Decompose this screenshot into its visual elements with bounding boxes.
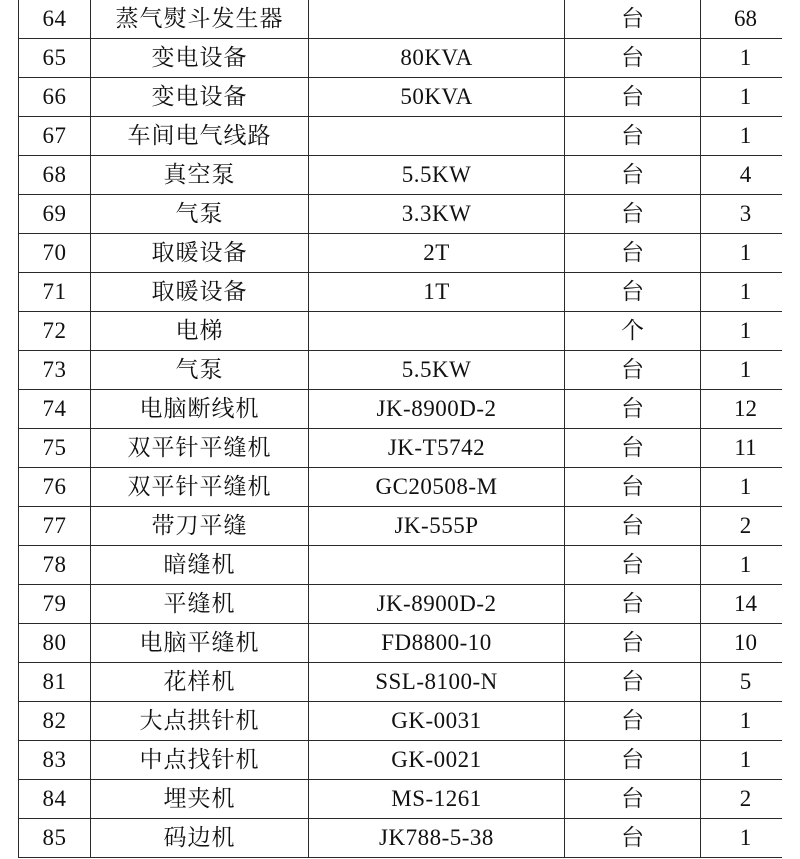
cell-model: 50KVA bbox=[309, 78, 565, 117]
cell-equipment-name: 双平针平缝机 bbox=[91, 429, 309, 468]
cell-unit: 台 bbox=[565, 351, 701, 390]
cell-quantity: 11 bbox=[701, 429, 791, 468]
table-row bbox=[19, 234, 791, 273]
equipment-inventory-table bbox=[18, 0, 791, 858]
cell-unit: 台 bbox=[565, 624, 701, 663]
cell-unit: 台 bbox=[565, 390, 701, 429]
cell-serial-number: 78 bbox=[19, 546, 91, 585]
cell-serial-number: 77 bbox=[19, 507, 91, 546]
cell-quantity: 1 bbox=[701, 546, 791, 585]
cell-unit: 台 bbox=[565, 78, 701, 117]
cell-unit: 台 bbox=[565, 819, 701, 858]
cell-equipment-name: 取暖设备 bbox=[91, 273, 309, 312]
cell-model: JK-555P bbox=[309, 507, 565, 546]
cell-equipment-name: 平缝机 bbox=[91, 585, 309, 624]
cell-model: GC20508-M bbox=[309, 468, 565, 507]
cell-equipment-name: 中点找针机 bbox=[91, 741, 309, 780]
cell-serial-number: 83 bbox=[19, 741, 91, 780]
table-row bbox=[19, 780, 791, 819]
cell-model: JK-T5742 bbox=[309, 429, 565, 468]
table-row bbox=[19, 351, 791, 390]
cell-model: 5.5KW bbox=[309, 156, 565, 195]
cell-unit: 台 bbox=[565, 741, 701, 780]
cell-quantity: 1 bbox=[701, 351, 791, 390]
table-row bbox=[19, 117, 791, 156]
cell-quantity: 1 bbox=[701, 234, 791, 273]
cell-model: SSL-8100-N bbox=[309, 663, 565, 702]
cell-serial-number: 75 bbox=[19, 429, 91, 468]
cell-unit: 个 bbox=[565, 312, 701, 351]
cell-serial-number: 70 bbox=[19, 234, 91, 273]
table-row bbox=[19, 78, 791, 117]
cell-unit: 台 bbox=[565, 273, 701, 312]
cell-model: GK-0031 bbox=[309, 702, 565, 741]
table-body bbox=[19, 0, 791, 858]
cell-model: FD8800-10 bbox=[309, 624, 565, 663]
cell-equipment-name: 暗缝机 bbox=[91, 546, 309, 585]
cell-model: 2T bbox=[309, 234, 565, 273]
cell-serial-number: 66 bbox=[19, 78, 91, 117]
cell-quantity: 3 bbox=[701, 195, 791, 234]
cell-quantity: 1 bbox=[701, 117, 791, 156]
cell-unit: 台 bbox=[565, 546, 701, 585]
table-row bbox=[19, 741, 791, 780]
cell-model bbox=[309, 546, 565, 585]
cell-serial-number: 68 bbox=[19, 156, 91, 195]
table-row bbox=[19, 156, 791, 195]
cell-serial-number: 71 bbox=[19, 273, 91, 312]
cell-equipment-name: 取暖设备 bbox=[91, 234, 309, 273]
cell-model bbox=[309, 312, 565, 351]
cell-quantity: 1 bbox=[701, 468, 791, 507]
cell-serial-number: 76 bbox=[19, 468, 91, 507]
cell-quantity: 1 bbox=[701, 273, 791, 312]
cell-serial-number: 72 bbox=[19, 312, 91, 351]
cell-equipment-name: 电梯 bbox=[91, 312, 309, 351]
table-row bbox=[19, 390, 791, 429]
cell-serial-number: 65 bbox=[19, 39, 91, 78]
cell-serial-number: 80 bbox=[19, 624, 91, 663]
cell-quantity: 4 bbox=[701, 156, 791, 195]
cell-model bbox=[309, 117, 565, 156]
cell-serial-number: 79 bbox=[19, 585, 91, 624]
table-row bbox=[19, 624, 791, 663]
cell-equipment-name: 码边机 bbox=[91, 819, 309, 858]
cell-serial-number: 85 bbox=[19, 819, 91, 858]
cell-equipment-name: 花样机 bbox=[91, 663, 309, 702]
table-row bbox=[19, 273, 791, 312]
cell-equipment-name: 电脑断线机 bbox=[91, 390, 309, 429]
table-row bbox=[19, 585, 791, 624]
cell-equipment-name: 真空泵 bbox=[91, 156, 309, 195]
cell-quantity: 14 bbox=[701, 585, 791, 624]
cell-serial-number: 81 bbox=[19, 663, 91, 702]
table-row bbox=[19, 39, 791, 78]
cell-unit: 台 bbox=[565, 507, 701, 546]
cell-equipment-name: 车间电气线路 bbox=[91, 117, 309, 156]
cell-model: JK-8900D-2 bbox=[309, 390, 565, 429]
cell-model bbox=[309, 0, 565, 39]
cell-unit: 台 bbox=[565, 156, 701, 195]
cell-equipment-name: 电脑平缝机 bbox=[91, 624, 309, 663]
cell-unit: 台 bbox=[565, 0, 701, 39]
cell-unit: 台 bbox=[565, 702, 701, 741]
cell-serial-number: 73 bbox=[19, 351, 91, 390]
cell-quantity: 68 bbox=[701, 0, 791, 39]
cell-quantity: 2 bbox=[701, 507, 791, 546]
cell-equipment-name: 埋夹机 bbox=[91, 780, 309, 819]
table-row bbox=[19, 702, 791, 741]
page-left-margin bbox=[0, 0, 18, 858]
cell-model: GK-0021 bbox=[309, 741, 565, 780]
cell-unit: 台 bbox=[565, 468, 701, 507]
cell-quantity: 1 bbox=[701, 78, 791, 117]
cell-quantity: 1 bbox=[701, 39, 791, 78]
cell-model: 3.3KW bbox=[309, 195, 565, 234]
cell-quantity: 12 bbox=[701, 390, 791, 429]
cell-model: 1T bbox=[309, 273, 565, 312]
cell-serial-number: 84 bbox=[19, 780, 91, 819]
table-row bbox=[19, 663, 791, 702]
table-row bbox=[19, 195, 791, 234]
cell-model: 80KVA bbox=[309, 39, 565, 78]
table-row bbox=[19, 429, 791, 468]
cell-unit: 台 bbox=[565, 585, 701, 624]
cell-model: MS-1261 bbox=[309, 780, 565, 819]
cell-unit: 台 bbox=[565, 195, 701, 234]
cell-quantity: 10 bbox=[701, 624, 791, 663]
cell-quantity: 1 bbox=[701, 741, 791, 780]
table-row bbox=[19, 468, 791, 507]
cell-unit: 台 bbox=[565, 429, 701, 468]
cell-equipment-name: 大点拱针机 bbox=[91, 702, 309, 741]
cell-serial-number: 69 bbox=[19, 195, 91, 234]
cell-equipment-name: 气泵 bbox=[91, 351, 309, 390]
cell-serial-number: 82 bbox=[19, 702, 91, 741]
cell-model: 5.5KW bbox=[309, 351, 565, 390]
cell-model: JK788-5-38 bbox=[309, 819, 565, 858]
cell-quantity: 1 bbox=[701, 819, 791, 858]
table-row bbox=[19, 312, 791, 351]
table-row bbox=[19, 507, 791, 546]
cell-equipment-name: 蒸气熨斗发生器 bbox=[91, 0, 309, 39]
cell-model: JK-8900D-2 bbox=[309, 585, 565, 624]
cell-unit: 台 bbox=[565, 663, 701, 702]
cell-equipment-name: 双平针平缝机 bbox=[91, 468, 309, 507]
cell-unit: 台 bbox=[565, 234, 701, 273]
page-right-margin bbox=[782, 0, 800, 858]
cell-quantity: 5 bbox=[701, 663, 791, 702]
table-row bbox=[19, 0, 791, 39]
cell-serial-number: 74 bbox=[19, 390, 91, 429]
cell-quantity: 1 bbox=[701, 702, 791, 741]
cell-equipment-name: 气泵 bbox=[91, 195, 309, 234]
cell-unit: 台 bbox=[565, 117, 701, 156]
table-row bbox=[19, 819, 791, 858]
cell-serial-number: 67 bbox=[19, 117, 91, 156]
cell-unit: 台 bbox=[565, 780, 701, 819]
cell-quantity: 1 bbox=[701, 312, 791, 351]
cell-equipment-name: 带刀平缝 bbox=[91, 507, 309, 546]
cell-quantity: 2 bbox=[701, 780, 791, 819]
cell-unit: 台 bbox=[565, 39, 701, 78]
cell-equipment-name: 变电设备 bbox=[91, 39, 309, 78]
cell-serial-number: 64 bbox=[19, 0, 91, 39]
cell-equipment-name: 变电设备 bbox=[91, 78, 309, 117]
table-row bbox=[19, 546, 791, 585]
